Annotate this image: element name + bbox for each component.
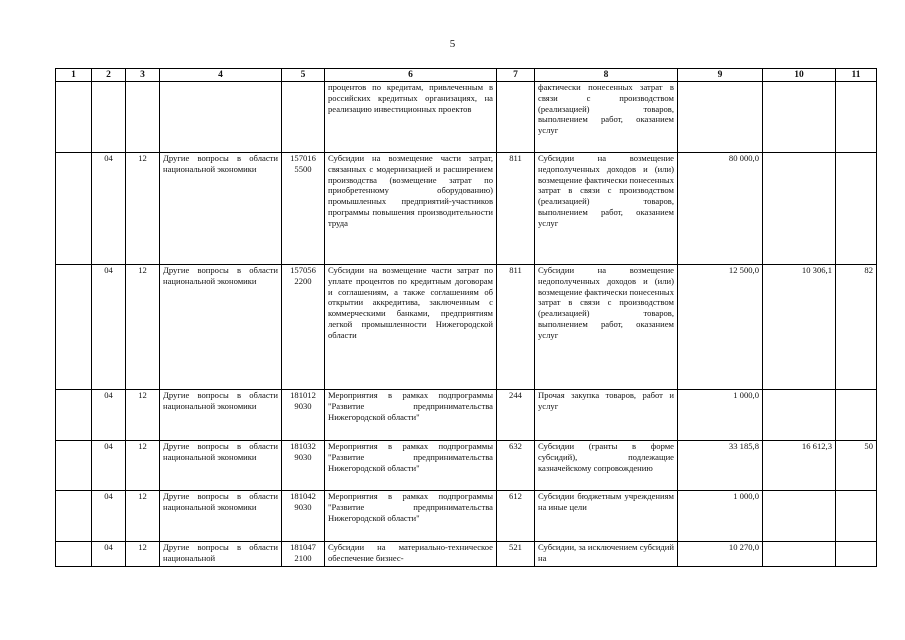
table-cell: Мероприятия в рамках подпрограммы "Развитие предпринимательства Нижегородской области" [325,491,497,542]
table-cell: 12 [126,265,160,390]
table-row [56,441,877,491]
header-cell: 11 [836,69,877,82]
table-cell [836,542,877,567]
table-cell: процентов по кредитам, привлеченным в российских кредитных организациях, на реализацию инвестиционных проектов [325,82,497,153]
table-cell: 181042 9030 [282,491,325,542]
header-cell: 7 [497,69,535,82]
page-number: 5 [449,38,456,50]
table-cell: Субсидии бюджетным учреждениям на иные цели [535,491,678,542]
table-cell: Прочая закупка товаров, работ и услуг [535,390,678,441]
table-cell: Субсидии на возмещение недополученных доходов и (или) возмещение фактически понесенных затрат в связи с производством (реализацией) товаров, выполнением работ, оказанием услуг [535,265,678,390]
header-cell: 8 [535,69,678,82]
table-cell: Мероприятия в рамках подпрограммы "Развитие предпринимательства Нижегородской области" [325,390,497,441]
header-cell: 2 [92,69,126,82]
header-cell: 4 [160,69,282,82]
table-cell: 04 [92,491,126,542]
table-cell [836,82,877,153]
table-cell [56,265,92,390]
table-cell [56,542,92,567]
table-cell: фактически понесенных затрат в связи с производством (реализацией) товаров, выполнением работ, оказанием услуг [535,82,678,153]
table-cell: Другие вопросы в области национальной экономики [160,265,282,390]
table-cell: 12 500,0 [678,265,763,390]
table-cell: Мероприятия в рамках подпрограммы "Развитие предпринимательства Нижегородской области" [325,441,497,491]
table-cell: 80 000,0 [678,153,763,265]
table-cell [763,542,836,567]
table-cell: Другие вопросы в области национальной экономики [160,491,282,542]
table-cell: 1 000,0 [678,390,763,441]
table-cell [836,153,877,265]
table-cell: 181032 9030 [282,441,325,491]
table-cell [836,390,877,441]
table-cell: 12 [126,153,160,265]
table-cell: 811 [497,265,535,390]
table-cell: Субсидии на возмещение недополученных доходов и (или) возмещение фактически понесенных затрат в связи с производством (реализацией) товаров, выполнением работ, оказанием услуг [535,153,678,265]
header-cell: 3 [126,69,160,82]
table-cell: 612 [497,491,535,542]
table-row [56,82,877,153]
table-cell [56,153,92,265]
table-cell: 157016 5500 [282,153,325,265]
table-cell [56,82,92,153]
table-row [56,265,877,390]
table-cell: 181012 9030 [282,390,325,441]
table-cell: 632 [497,441,535,491]
table-cell [763,491,836,542]
table-cell: 04 [92,542,126,567]
table-cell: 12 [126,491,160,542]
table-cell: 811 [497,153,535,265]
table-cell: 12 [126,390,160,441]
header-cell: 5 [282,69,325,82]
table-cell: 50 [836,441,877,491]
table-cell: 12 [126,441,160,491]
table-cell: 521 [497,542,535,567]
table-cell [763,82,836,153]
table-cell [56,390,92,441]
table-cell: Субсидии на возмещение части затрат по уплате процентов по кредитным договорам и соглашениям, а также соглашениям об открытии аккредитива, заключенным с коммерческими банками, предприятиям легкой промышленности Нижегородской области [325,265,497,390]
table-cell [282,82,325,153]
table-cell [126,82,160,153]
budget-table [55,68,877,567]
table-cell: 12 [126,542,160,567]
header-cell: 10 [763,69,836,82]
table-cell: 04 [92,265,126,390]
header-cell: 1 [56,69,92,82]
table-cell: 181047 2100 [282,542,325,567]
table-cell [763,390,836,441]
table-cell [763,153,836,265]
table-cell: Другие вопросы в области национальной [160,542,282,567]
table-cell: 04 [92,390,126,441]
table-cell [56,441,92,491]
table-cell: 04 [92,441,126,491]
table-cell: Субсидии на материально-техническое обеспечение бизнес- [325,542,497,567]
table-cell: Субсидии на возмещение части затрат, связанных с модернизацией и расширением производства (возмещение затрат по приобретенному оборудованию) промышленных предприятий-участников программы повышения производительности труда [325,153,497,265]
table-row [56,542,877,567]
table-cell: 1 000,0 [678,491,763,542]
table-cell: 10 306,1 [763,265,836,390]
table-cell: 33 185,8 [678,441,763,491]
table-row [56,153,877,265]
header-cell: 6 [325,69,497,82]
table-cell [92,82,126,153]
table-cell [56,491,92,542]
table-cell: 157056 2200 [282,265,325,390]
header-row [56,69,877,82]
table-cell: 16 612,3 [763,441,836,491]
table-cell: Субсидии (гранты в форме субсидий), подлежащие казначейскому сопровождению [535,441,678,491]
table-cell [836,491,877,542]
table-cell: 82 [836,265,877,390]
table-cell: Другие вопросы в области национальной экономики [160,441,282,491]
table-cell: Другие вопросы в области национальной экономики [160,153,282,265]
table-cell [678,82,763,153]
table-cell: Субсидии, за исключением субсидий на [535,542,678,567]
table-cell: 244 [497,390,535,441]
table-cell: Другие вопросы в области национальной экономики [160,390,282,441]
table-cell [497,82,535,153]
table-cell [160,82,282,153]
header-cell: 9 [678,69,763,82]
table-row [56,390,877,441]
table-row [56,491,877,542]
table-cell: 10 270,0 [678,542,763,567]
table-cell: 04 [92,153,126,265]
